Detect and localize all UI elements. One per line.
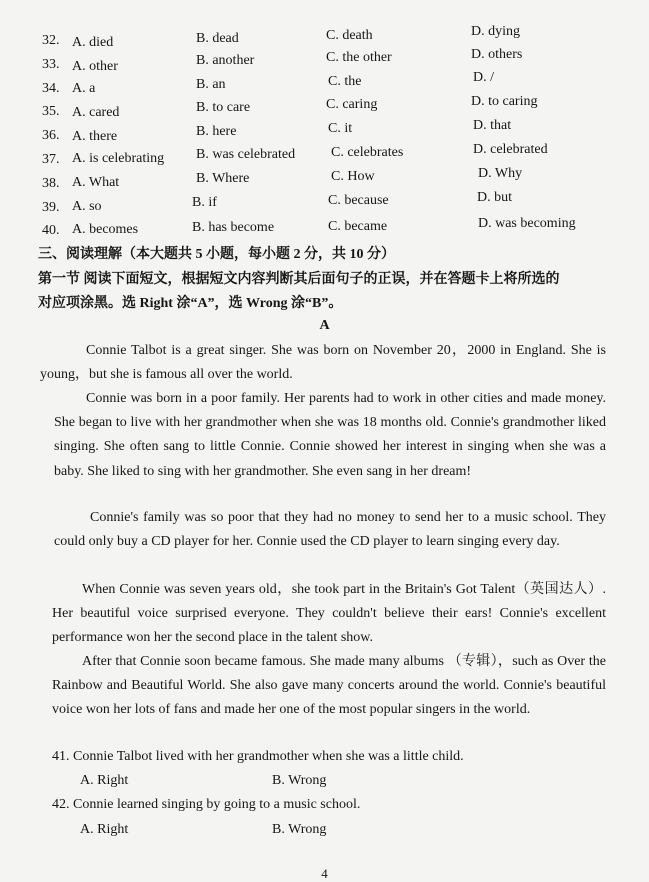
answer-option-b: B. Wrong [272,773,327,788]
option-d: D. to caring [471,94,538,109]
section-title: 三、阅读理解（本大题共 5 小题，每小题 2 分，共 10 分） [38,247,395,262]
option-a: A. died [72,35,114,50]
option-c: C. became [328,219,388,234]
passage-label: A [319,318,330,333]
question-number: 33. [42,57,60,72]
option-c: C. the other [326,50,392,65]
passage-paragraph: Connie Talbot is a great singer. She was born on November 20，2000 in England. She is young，but she is famous all over the world. [40,343,606,383]
option-d: D. was becoming [478,216,576,231]
option-b: B. was celebrated [196,147,296,162]
option-a: A. a [72,81,96,96]
question-42: 42. Connie learned singing by going to a music school. [52,797,361,812]
option-c: C. death [326,28,373,43]
passage-paragraph: After that Connie soon became famous. She made many albums （专辑），such as Over the Rainbow and Beautiful World. She also gave many concerts around the world. Connie's beautiful voice won her lots of fans and made her one of the most popular singers in the world. [52,654,606,718]
question-number: 37. [42,152,60,167]
option-c: C. the [328,74,362,89]
option-d: D. Why [478,166,523,181]
option-a: A. there [72,129,118,144]
option-a: A. is celebrating [72,151,165,166]
option-b: B. to care [196,100,251,115]
option-a: A. becomes [72,222,139,237]
option-d: D. dying [471,24,520,39]
option-c: C. caring [326,97,378,112]
question-number: 39. [42,200,60,215]
option-c: C. because [328,193,389,208]
option-b: B. another [196,53,255,68]
passage-paragraph: When Connie was seven years old，she took part in the Britain's Got Talent（英国达人）. Her beautiful voice surprised everyone. They couldn't believe their ears! Connie's excellent performance won her the second place in the talent show. [52,582,606,646]
answer-option-a: A. Right [80,822,129,837]
option-c: C. celebrates [331,145,404,160]
option-a: A. other [72,59,118,74]
option-d: D. others [471,47,523,62]
option-c: C. How [331,169,375,184]
option-b: B. here [196,124,237,139]
option-a: A. cared [72,105,120,120]
option-d: D. / [473,70,494,85]
question-number: 36. [42,128,60,143]
question-number: 34. [42,81,60,96]
instruction-line: 对应项涂黑。选 Right 涂“A”，选 Wrong 涂“B”。 [38,296,343,311]
option-a: A. What [72,175,120,190]
question-41: 41. Connie Talbot lived with her grandmother when she was a little child. [52,749,464,764]
page-number: 4 [321,866,328,881]
question-number: 40. [42,223,60,238]
answer-option-a: A. Right [80,773,129,788]
option-b: B. an [196,77,226,92]
passage-paragraph: Connie was born in a poor family. Her parents had to work in other cities and made money. She began to live with her grandmother when she was 18 months old. Connie's grandmother liked singing. She often sang to little Connie. Connie showed her interest in singing when she was a baby. She liked to sing with her grandmother. She even sang in her dream! [54,391,606,479]
option-c: C. it [328,121,353,136]
option-b: B. has become [192,220,275,235]
option-d: D. but [477,190,512,205]
option-d: D. celebrated [473,142,548,157]
question-number: 35. [42,104,60,119]
option-b: B. Where [196,171,250,186]
passage-paragraph: Connie's family was so poor that they had no money to send her to a music school. They could only buy a CD player for her. Connie used the CD player to learn singing every day. [54,510,606,550]
answer-option-b: B. Wrong [272,822,327,837]
question-number: 38. [42,176,60,191]
instruction-line: 第一节 阅读下面短文，根据短文内容判断其后面句子的正误，并在答题卡上将所选的 [38,272,560,287]
option-b: B. if [192,195,217,210]
option-d: D. that [473,118,512,133]
option-a: A. so [72,199,102,214]
question-number: 32. [42,33,60,48]
option-b: B. dead [196,31,239,46]
